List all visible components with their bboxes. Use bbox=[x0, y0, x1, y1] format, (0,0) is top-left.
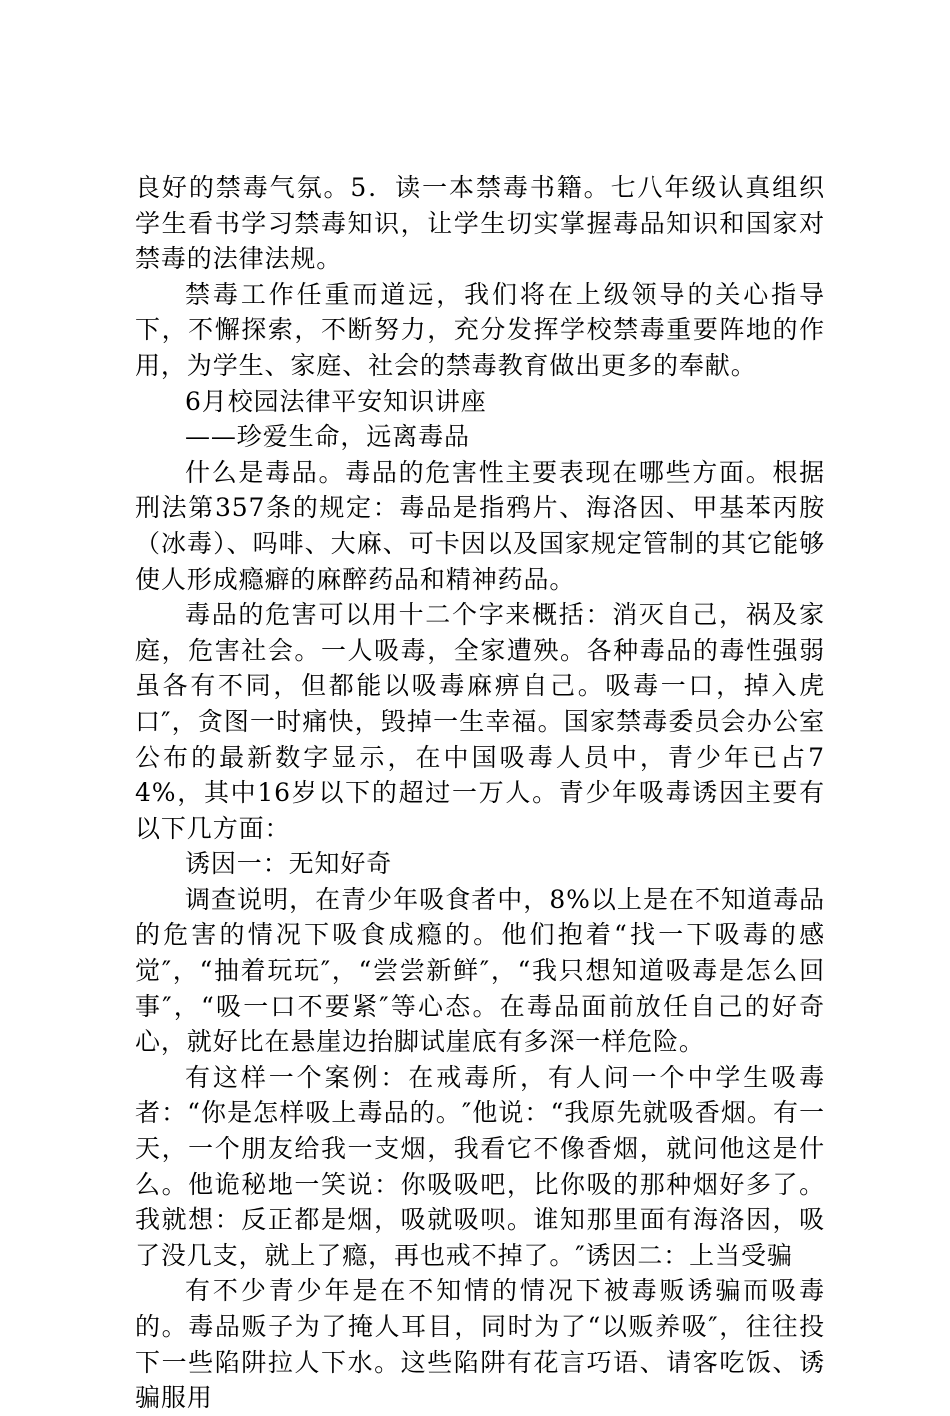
document-body bbox=[135, 170, 825, 1416]
paragraph-what-is-drug: 什么是毒品。毒品的危害性主要表现在哪些方面。根据刑法第357条的规定：毒品是指鸦片、海洛因、甲基苯丙胺（冰毒）、吗啡、大麻、可卡因以及国家规定管制的其它能够使人形成瘾癖的麻醉药品和精神药品。 bbox=[135, 457, 825, 594]
lecture-subtitle: ——珍爱生命，远离毒品 bbox=[185, 422, 470, 452]
paragraph-1: 良好的禁毒气氛。5．读一本禁毒书籍。七八年级认真组织学生看书学习禁毒知识，让学生切实掌握毒品知识和国家对禁毒的法律法规。 bbox=[135, 173, 825, 274]
cause-one-heading: 诱因一：无知好奇 bbox=[185, 849, 393, 879]
paragraph-drug-harm: 毒品的危害可以用十二个字来概括：消灭自己，祸及家庭，危害社会。一人吸毒，全家遭殃。各种毒品的毒性强弱虽各有不同，但都能以吸毒麻痹自己。吸毒一口，掉入虎口″，贪图一时痛快，毁掉一生幸福。国家禁毒委员会办公室公布的最新数字显示，在中国吸毒人员中，青少年已占74%，其中16岁以下的超过一万人。青少年吸毒诱因主要有以下几方面： bbox=[135, 600, 825, 843]
paragraph-2: 禁毒工作任重而道远，我们将在上级领导的关心指导下，不懈探索，不断努力，充分发挥学校禁毒重要阵地的作用，为学生、家庭、社会的禁毒教育做出更多的奉献。 bbox=[135, 279, 825, 380]
paragraph-deceived: 有不少青少年是在不知情的情况下被毒贩诱骗而吸毒的。毒品贩子为了掩人耳目，同时为了“以贩养吸″，往往投下一些陷阱拉人下水。这些陷阱有花言巧语、请客吃饭、诱骗服用 bbox=[135, 1276, 825, 1413]
lecture-title: 6月校园法律平安知识讲座 bbox=[185, 386, 487, 416]
paragraph-case: 有这样一个案例：在戒毒所，有人问一个中学生吸毒者：“你是怎样吸上毒品的。″他说：“我原先就吸香烟。有一天，一个朋友给我一支烟，我看它不像香烟，就问他这是什么。他诡秘地一笑说：你吸吸吧，比你吸的那种烟好多了。我就想：反正都是烟，吸就吸呗。谁知那里面有海洛因，吸了没几支，就上了瘾，再也戒不掉了。″诱因二：上当受骗 bbox=[135, 1062, 825, 1270]
paragraph-survey: 调查说明，在青少年吸食者中，8%以上是在不知道毒品的危害的情况下吸食成瘾的。他们抱着“找一下吸毒的感觉″，“抽着玩玩″，“尝尝新鲜″，“我只想知道吸毒是怎么回事″，“吸一口不要紧″等心态。在毒品面前放任自己的好奇心，就好比在悬崖边抬脚试崖底有多深一样危险。 bbox=[135, 884, 825, 1057]
